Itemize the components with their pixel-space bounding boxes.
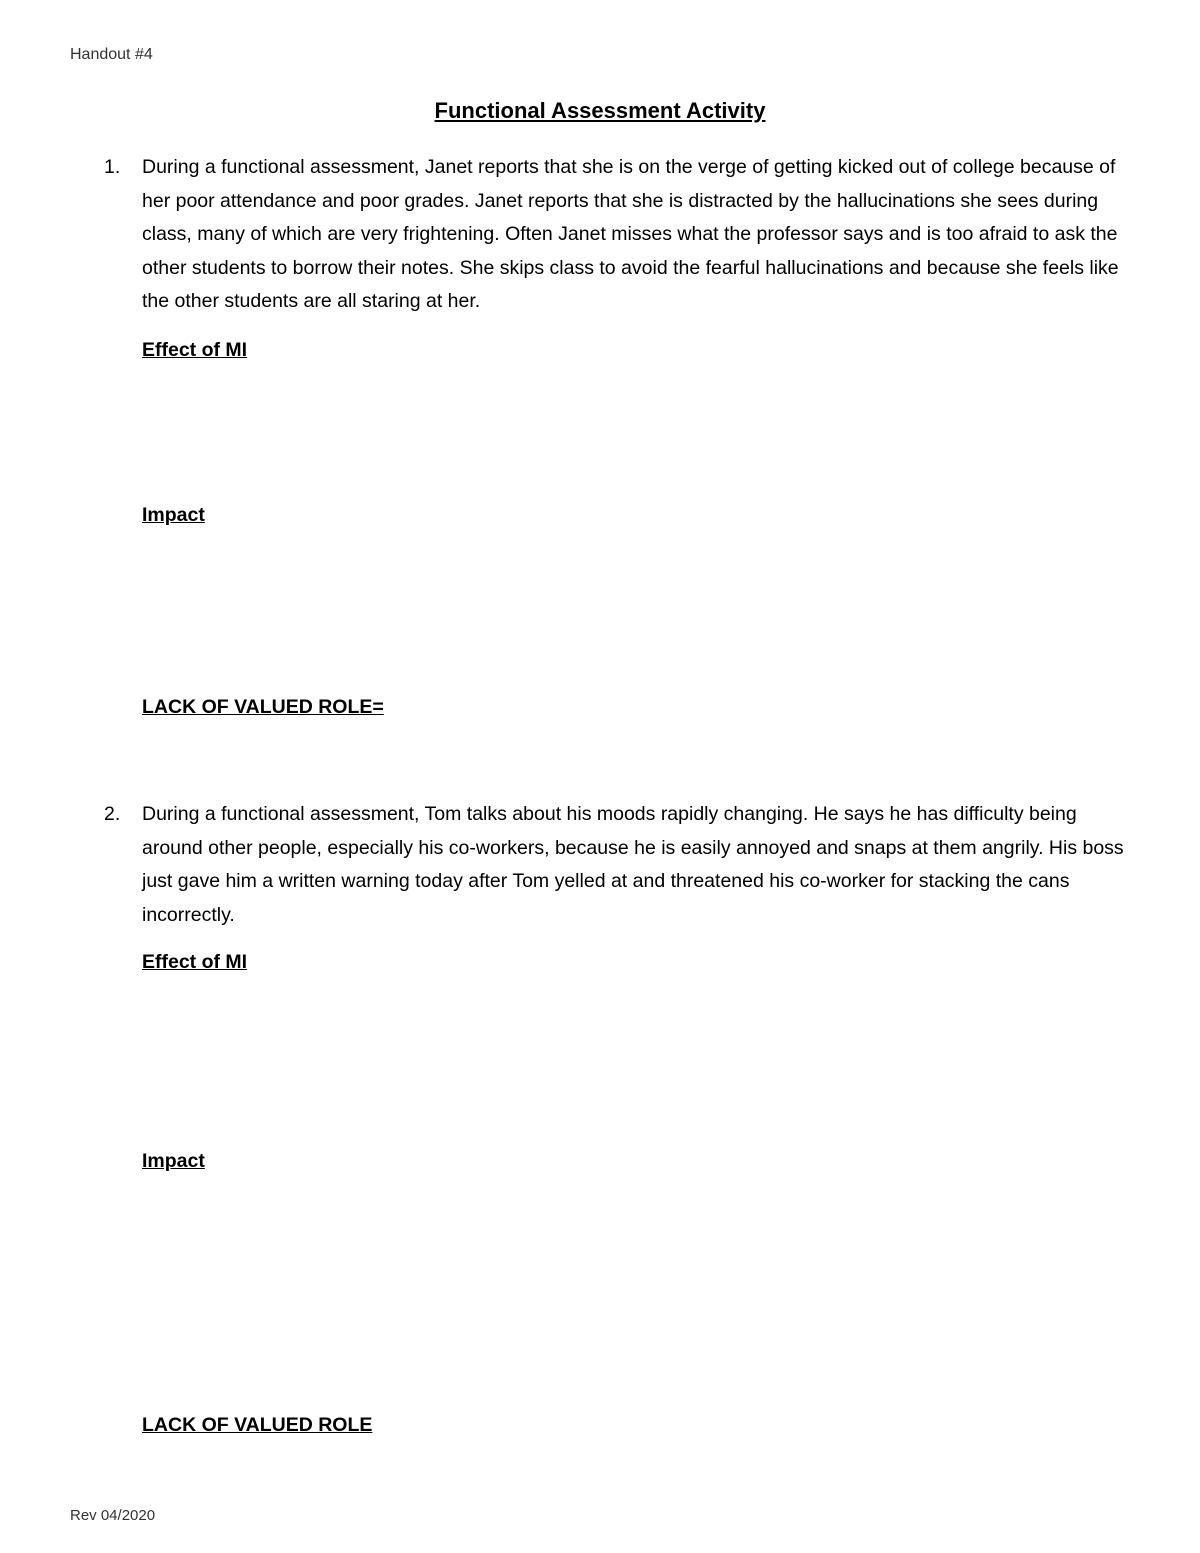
question-number: 1.: [104, 156, 121, 178]
effect-of-mi-label: Effect of MI: [142, 339, 248, 361]
question-item-2: [104, 798, 1144, 933]
header-label: Handout #4: [70, 46, 153, 63]
question-text: During a functional assessment, Tom talks about his moods rapidly changing. He says he has difficulty being around other people, especially his co-workers, because he is easily annoyed and snaps at them angrily. His boss just gave him a written warning today after Tom yelled at and threatened his co-worker for stacking the cans incorrectly.: [142, 803, 1124, 926]
effect-of-mi-label: Effect of MI: [142, 951, 248, 973]
page-title: Functional Assessment Activity: [434, 98, 766, 123]
revision-label: Rev 04/2020: [70, 1507, 156, 1524]
question-text: During a functional assessment, Janet reports that she is on the verge of getting kicked out of college because of her poor attendance and poor grades. Janet reports that she is distracted by the hallucinations she sees during class, many of which are very frightening. Often Janet misses what the professor says and is too afraid to ask the other students to borrow their notes. She skips class to avoid the fearful hallucinations and because she feels like the other students are all staring at her.: [142, 156, 1119, 312]
question-number: 2.: [104, 803, 121, 825]
lack-of-valued-role-label: LACK OF VALUED ROLE=: [142, 696, 384, 718]
question-item-1: [104, 151, 1144, 321]
lack-of-valued-role-label: LACK OF VALUED ROLE: [142, 1414, 373, 1436]
impact-label: Impact: [142, 1150, 205, 1172]
impact-label: Impact: [142, 504, 205, 526]
